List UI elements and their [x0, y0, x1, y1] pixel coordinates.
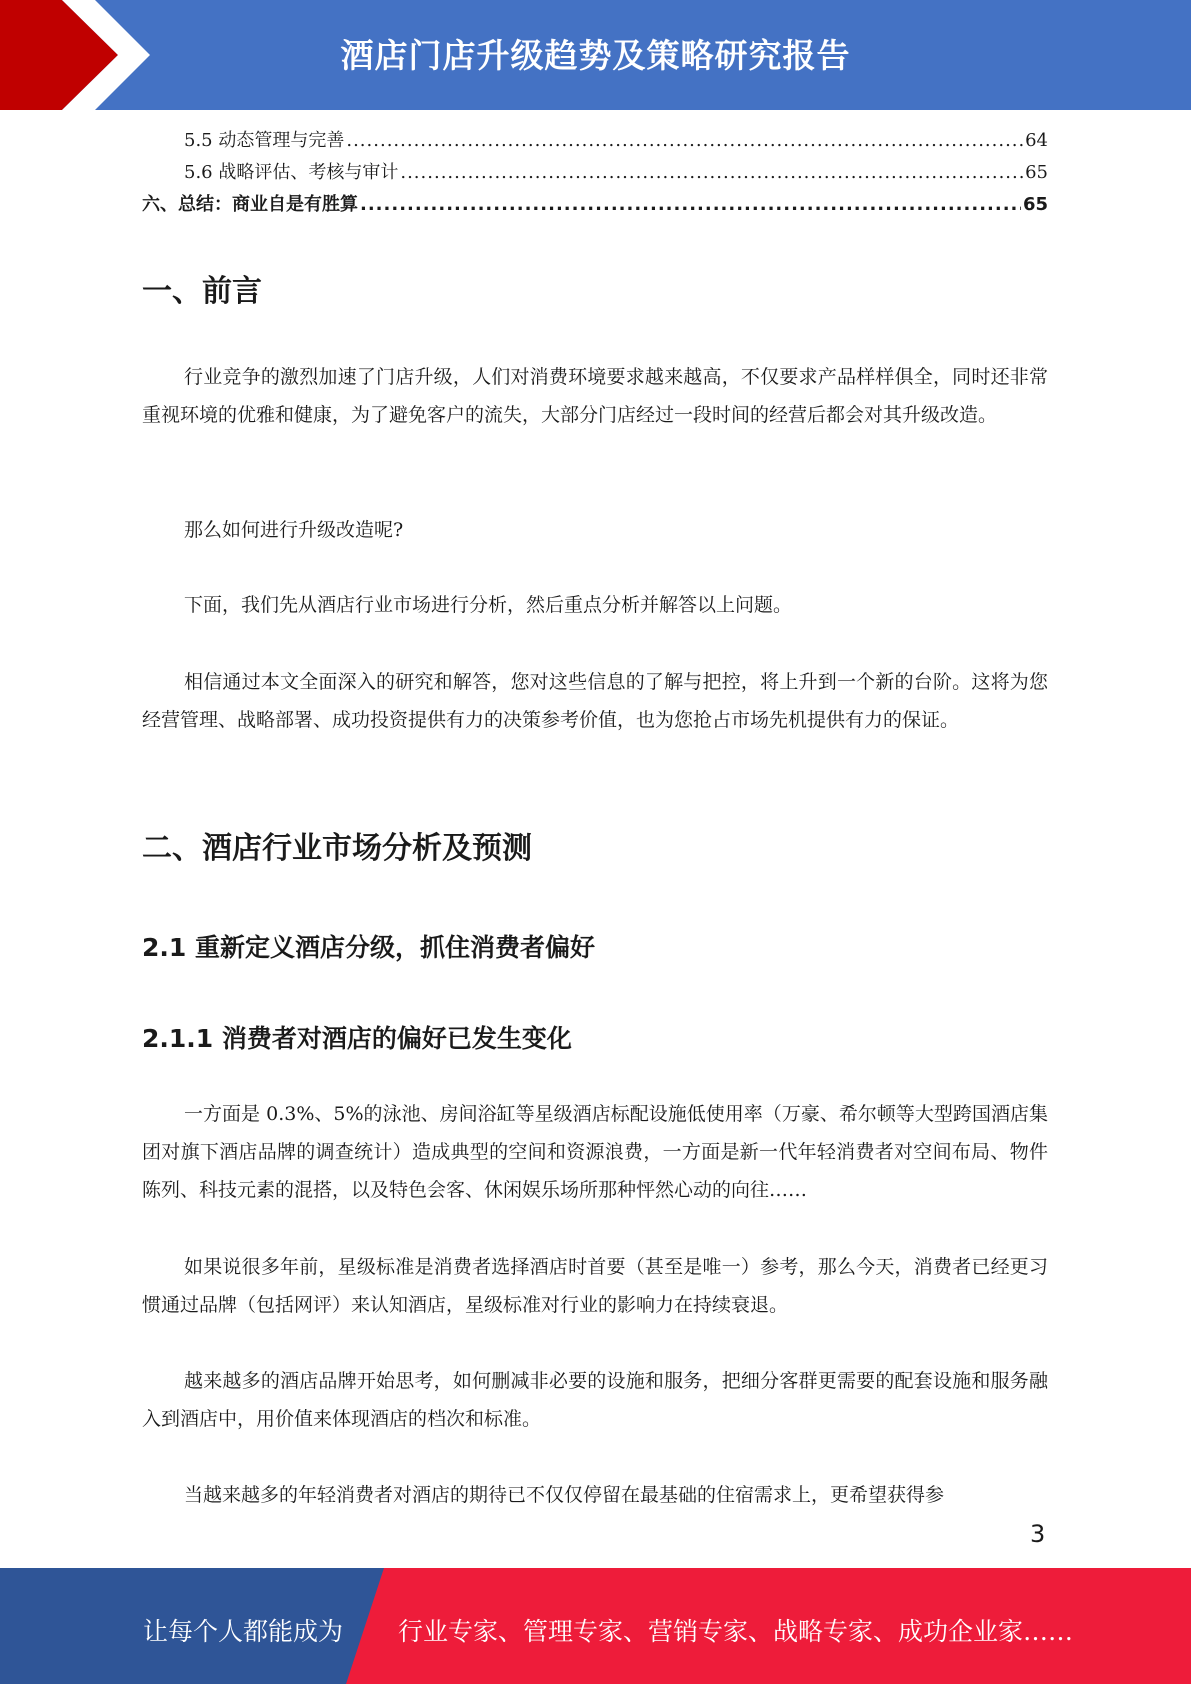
section-heading-preface: 一、前言 [142, 274, 262, 309]
subsection-heading: 2.1 重新定义酒店分级，抓住消费者偏好 [142, 933, 595, 962]
toc-leader-dots [360, 189, 1021, 221]
paragraph: 当越来越多的年轻消费者对酒店的期待已不仅仅停留在最基础的住宿需求上，更希望获得参 [184, 1484, 945, 1506]
page-footer [0, 1568, 1191, 1684]
report-title: 酒店门店升级趋势及策略研究报告 [340, 36, 851, 75]
footer-slogan-left: 让每个人都能成为 [143, 1617, 344, 1646]
toc-entry-label: 5.6 战略评估、考核与审计 [184, 162, 399, 183]
toc-entry-label: 六、总结：商业自是有胜算 [142, 194, 358, 215]
toc-entry-label: 5.5 动态管理与完善 [184, 130, 345, 151]
paragraph: 那么如何进行升级改造呢? [184, 519, 404, 541]
toc-leader-dots [400, 157, 1023, 189]
paragraph: 一方面是 0.3%、5%的泳池、房间浴缸等星级酒店标配设施低使用率（万豪、希尔顿等大型跨国酒店集团对旗下酒店品牌的调查统计）造成典型的空间和资源浪费，一方面是新一代年轻消费者对空间布局、物件陈列、科技元素的混搭，以及特色会客、休闲娱乐场所那种怦然心动的向往…… [142, 1103, 1048, 1201]
toc-entry[interactable] [142, 189, 1048, 221]
section-heading-market: 二、酒店行业市场分析及预测 [142, 831, 532, 866]
toc-entry[interactable] [142, 125, 1048, 157]
paragraph: 下面，我们先从酒店行业市场进行分析，然后重点分析并解答以上问题。 [184, 594, 793, 616]
subsection-heading: 2.1.1 消费者对酒店的偏好已发生变化 [142, 1024, 572, 1053]
table-of-contents [142, 125, 1048, 221]
paragraph: 相信通过本文全面深入的研究和解答，您对这些信息的了解与把控，将上升到一个新的台阶。这将为您经营管理、战略部署、成功投资提供有力的决策参考价值，也为您抢占市场先机提供有力的保证。 [142, 671, 1048, 731]
paragraph: 越来越多的酒店品牌开始思考，如何删减非必要的设施和服务，把细分客群更需要的配套设施和服务融入到酒店中，用价值来体现酒店的档次和标准。 [142, 1370, 1048, 1430]
page-number: 3 [1030, 1520, 1046, 1548]
page-header [0, 0, 1191, 110]
footer-slogan-right: 行业专家、管理专家、营销专家、战略专家、成功企业家…… [398, 1617, 1074, 1646]
toc-entry[interactable] [142, 157, 1048, 189]
paragraph: 如果说很多年前，星级标准是消费者选择酒店时首要（甚至是唯一）参考，那么今天，消费者已经更习惯通过品牌（包括网评）来认知酒店，星级标准对行业的影响力在持续衰退。 [142, 1256, 1048, 1316]
toc-leader-dots [346, 125, 1023, 157]
toc-entry-page: 65 [1022, 194, 1048, 215]
paragraph: 行业竞争的激烈加速了门店升级，人们对消费环境要求越来越高，不仅要求产品样样俱全，同时还非常重视环境的优雅和健康，为了避免客户的流失，大部分门店经过一段时间的经营后都会对其升级改造。 [142, 366, 1048, 426]
toc-entry-page: 65 [1025, 162, 1048, 183]
toc-entry-page: 64 [1025, 130, 1048, 151]
